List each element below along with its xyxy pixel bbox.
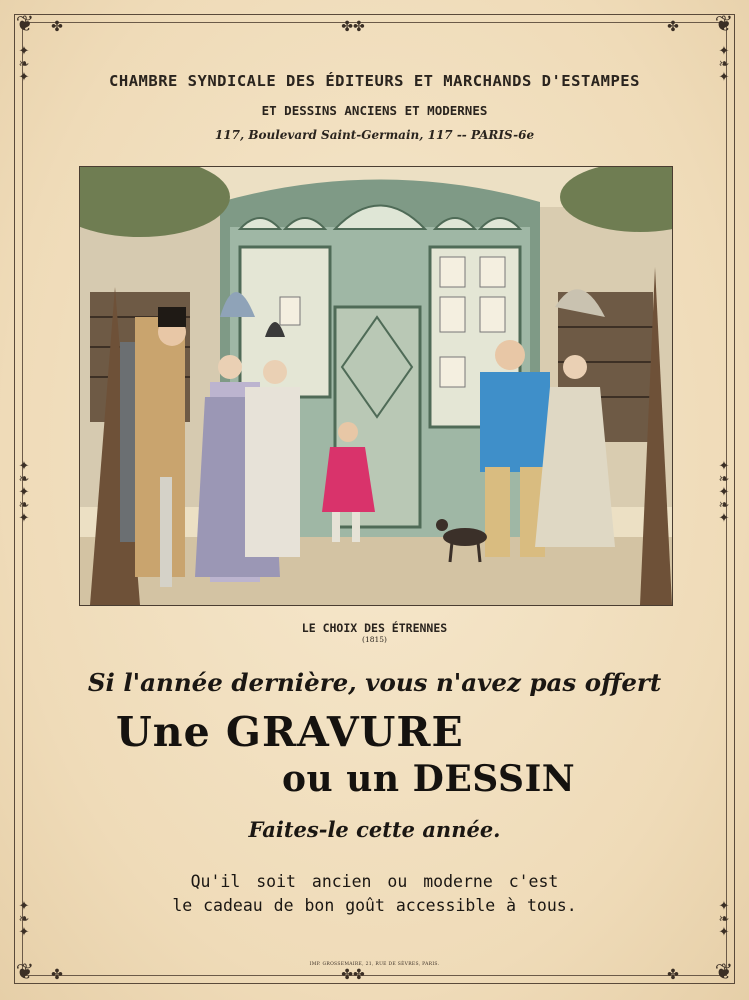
org-address: 117, Boulevard Saint-Germain, 117 -- PARIS-6e xyxy=(214,128,535,142)
corner-ornament-bottom-right: ❦ xyxy=(714,960,734,985)
ornament-bottom-2: ✤ xyxy=(667,967,679,983)
slogan-line1: Si l'année dernière, vous n'avez pas offert xyxy=(87,668,662,697)
ornament-right-top: ✦ ❧ ✦ xyxy=(718,44,730,85)
ornament-left-middle: ✦ ❧ ✦ ❧ ✦ xyxy=(18,459,30,526)
org-name-line1: CHAMBRE SYNDICALE DES ÉDITEURS ET MARCHANDS D'ESTAMPES xyxy=(109,72,640,90)
shop-scene-svg xyxy=(80,167,672,605)
ornament-top-center: ✤✤ xyxy=(341,19,365,35)
printer-imprint: IMP. GROSSEMAIRE, 21, RUE DE SÈVRES, PARIS. xyxy=(309,962,440,967)
ornament-top-1: ✤ xyxy=(51,19,63,35)
slogan-line2: Une GRAVURE xyxy=(116,708,464,756)
slogan-line5: Qu'il soit ancien ou moderne c'est xyxy=(190,872,559,891)
ornament-right-middle: ✦ ❧ ✦ ❧ ✦ xyxy=(718,459,730,526)
corner-ornament-top-left: ❦ xyxy=(15,12,35,37)
ornament-left-bottom: ✦ ❧ ✦ xyxy=(18,899,30,940)
ornament-left-top: ✦ ❧ ✦ xyxy=(18,44,30,85)
slogan-line4: Faites-le cette année. xyxy=(248,817,501,842)
ornament-bottom-1: ✤ xyxy=(51,967,63,983)
ornament-right-bottom: ✦ ❧ ✦ xyxy=(718,899,730,940)
corner-ornament-bottom-left: ❦ xyxy=(15,960,35,985)
corner-ornament-top-right: ❦ xyxy=(714,12,734,37)
slogan-line3: ou un DESSIN xyxy=(282,758,576,800)
ornament-top-2: ✤ xyxy=(667,19,679,35)
engraving-illustration xyxy=(79,166,673,606)
slogan-line6: le cadeau de bon goût accessible à tous. xyxy=(172,896,577,915)
org-name-line2: ET DESSINS ANCIENS ET MODERNES xyxy=(261,103,488,118)
ornament-bottom-center: ✤✤ xyxy=(341,967,365,983)
illustration-year: (1815) xyxy=(362,635,387,644)
illustration-caption: LE CHOIX DES ÉTRENNES xyxy=(301,621,448,635)
